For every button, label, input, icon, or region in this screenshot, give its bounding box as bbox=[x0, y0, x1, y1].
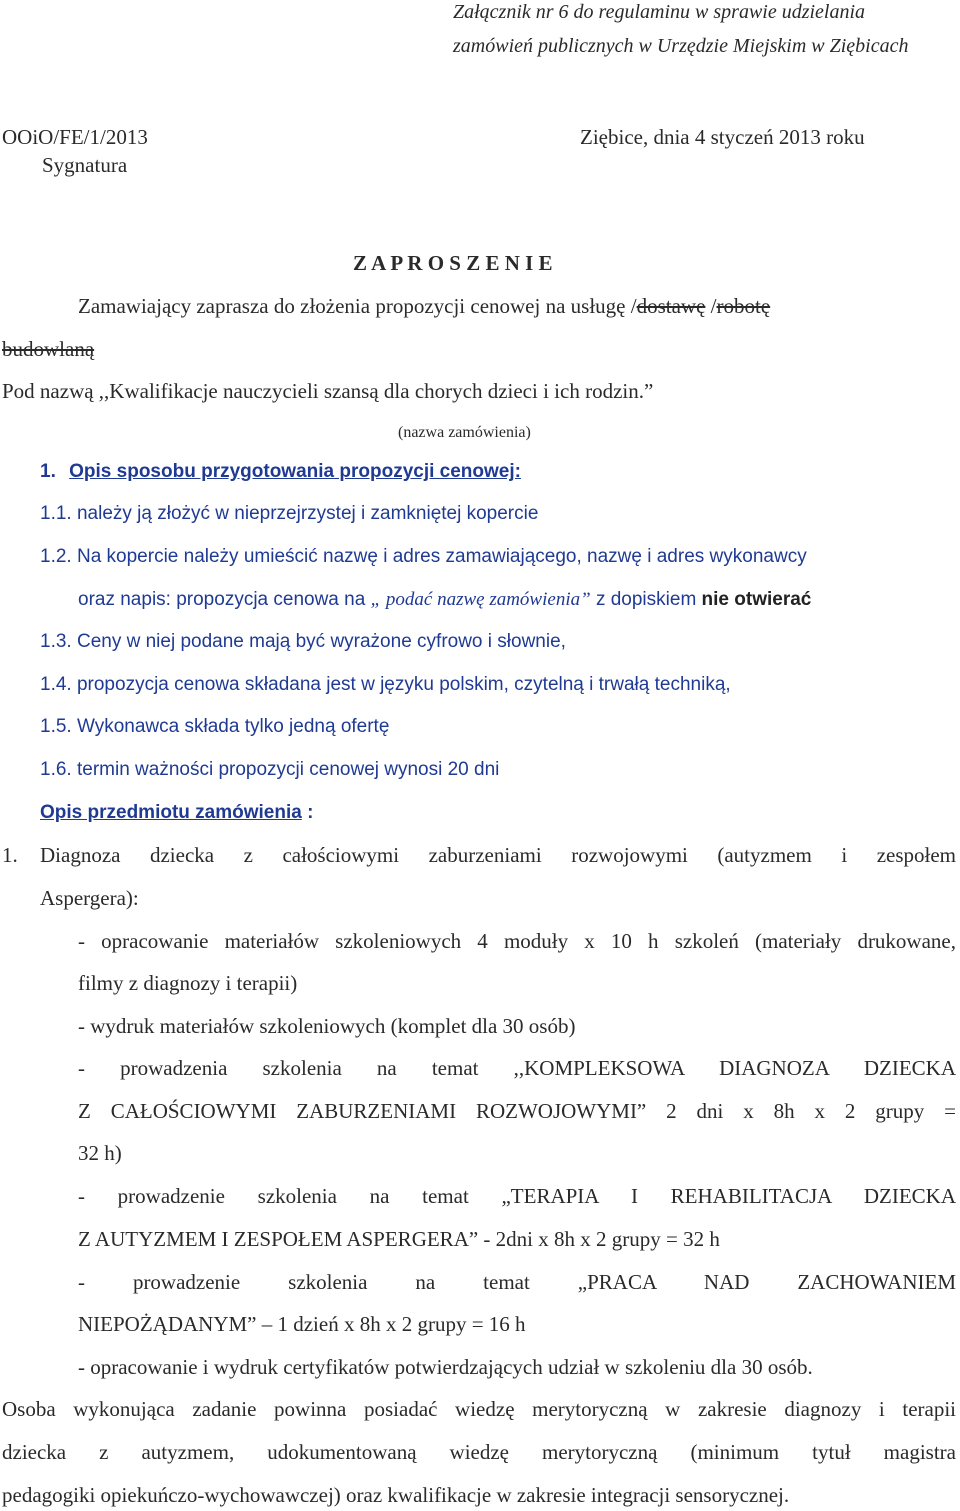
envelope-label-text: oraz napis: propozycja cenowa na bbox=[78, 589, 371, 610]
list-item-1-2: 1.2. Na kopercie należy umieścić nazwę i adres zamawiającego, nazwę i adres wykonawcy bbox=[40, 546, 807, 567]
subject-item-number: 1. bbox=[2, 843, 18, 867]
list-item-1-3: 1.3. Ceny w niej podane mają być wyrażone cyfrowo i słownie, bbox=[40, 631, 566, 652]
bullet-3-line-1: - prowadzenia szkolenia na temat ,,KOMPLEKSOWA DIAGNOZA DZIECKA bbox=[78, 1056, 956, 1080]
list-item-1-4: 1.4. propozycja cenowa składana jest w języku polskim, czytelną i trwałą techniką, bbox=[40, 674, 731, 695]
bullet-1-line-1: - opracowanie materiałów szkoleniowych 4 moduły x 10 h szkoleń (materiały drukowane, bbox=[78, 929, 956, 953]
intro-text: Zamawiający zaprasza do złożenia propozycji cenowej na usługę / bbox=[78, 294, 637, 318]
subject-line-1: Diagnoza dziecka z całościowymi zaburzeniami rozwojowymi (autyzmem i zespołem bbox=[40, 843, 956, 867]
bullet-4-line-2: Z AUTYZMEM I ZESPOŁEM ASPERGERA” - 2dni x 8h x 2 grupy = 32 h bbox=[78, 1227, 720, 1251]
envelope-order-name: „ podać nazwę zamówienia” bbox=[370, 589, 591, 610]
place-date: Ziębice, dnia 4 styczeń 2013 roku bbox=[580, 125, 865, 149]
order-name-line: Pod nazwą ,,Kwalifikacje nauczycieli szansą dla chorych dzieci i ich rodzin.” bbox=[2, 379, 654, 403]
bullet-4-line-1: - prowadzenie szkolenia na temat „TERAPIA I REHABILITACJA DZIECKA bbox=[78, 1184, 956, 1208]
bullet-1-line-2: filmy z diagnozy i terapii) bbox=[78, 971, 298, 995]
qualifications-line-2: dziecka z autyzmem, udokumentowaną wiedzę merytoryczną (minimum tytuł magistra bbox=[2, 1440, 956, 1464]
struck-option-works: robotę bbox=[716, 294, 771, 318]
list-item-1-2-cont bbox=[78, 590, 811, 609]
section-1-number: 1. bbox=[40, 461, 56, 482]
section-1-title: Opis sposobu przygotowania propozycji cenowej: bbox=[69, 461, 521, 482]
bullet-3-line-3: 32 h) bbox=[78, 1141, 122, 1165]
bullet-3-line-2: Z CAŁOŚCIOWYMI ZABURZENIAMI ROZWOJOWYMI” 2 dni x 8h x 2 grupy = bbox=[78, 1099, 956, 1123]
section-2-heading bbox=[40, 803, 313, 822]
envelope-note-text: z dopiskiem bbox=[590, 589, 702, 610]
struck-option-delivery: dostawę bbox=[636, 294, 706, 318]
qualifications-line-3: pedagogiki opiekuńczo-wychowawczej) oraz kwalifikacje w zakresie integracji sensorycznej. bbox=[2, 1483, 790, 1507]
section-2-title: Opis przedmiotu zamówienia bbox=[40, 802, 302, 823]
document-title: Z A P R O S Z E N I E bbox=[353, 251, 553, 275]
signature-number: OOiO/FE/1/2013 bbox=[2, 125, 148, 149]
signature-label: Sygnatura bbox=[42, 153, 128, 177]
list-item-1-1: 1.1. należy ją złożyć w nieprzejrzystej i zamkniętej kopercie bbox=[40, 503, 539, 524]
intro-line bbox=[78, 296, 770, 317]
annex-line-1: Załącznik nr 6 do regulaminu w sprawie udzielania bbox=[453, 1, 866, 23]
section-1-heading bbox=[40, 462, 521, 481]
struck-option-construction: budowlaną bbox=[2, 337, 95, 361]
list-item-1-5: 1.5. Wykonawca składa tylko jedną ofertę bbox=[40, 716, 390, 737]
bullet-5-line-1: - prowadzenie szkolenia na temat „PRACA NAD ZACHOWANIEM bbox=[78, 1270, 956, 1294]
annex-line-2: zamówień publicznych w Urzędzie Miejskim w Ziębicach bbox=[453, 35, 909, 57]
do-not-open-text: nie otwierać bbox=[701, 589, 812, 610]
qualifications-line-1: Osoba wykonująca zadanie powinna posiadać wiedzę merytoryczną w zakresie diagnozy i terapii bbox=[2, 1397, 956, 1421]
subject-line-2: Aspergera): bbox=[40, 886, 139, 910]
list-item-1-6: 1.6. termin ważności propozycji cenowej wynosi 20 dni bbox=[40, 759, 500, 780]
intro-separator: / bbox=[705, 294, 717, 318]
bullet-5-line-2: NIEPOŻĄDANYM” – 1 dzień x 8h x 2 grupy = 16 h bbox=[78, 1312, 526, 1336]
order-name-caption: (nazwa zamówienia) bbox=[398, 424, 531, 441]
section-2-colon: : bbox=[301, 802, 314, 823]
bullet-6: - opracowanie i wydruk certyfikatów potwierdzających udział w szkoleniu dla 30 osób. bbox=[78, 1355, 813, 1379]
bullet-2: - wydruk materiałów szkoleniowych (komplet dla 30 osób) bbox=[78, 1014, 576, 1038]
